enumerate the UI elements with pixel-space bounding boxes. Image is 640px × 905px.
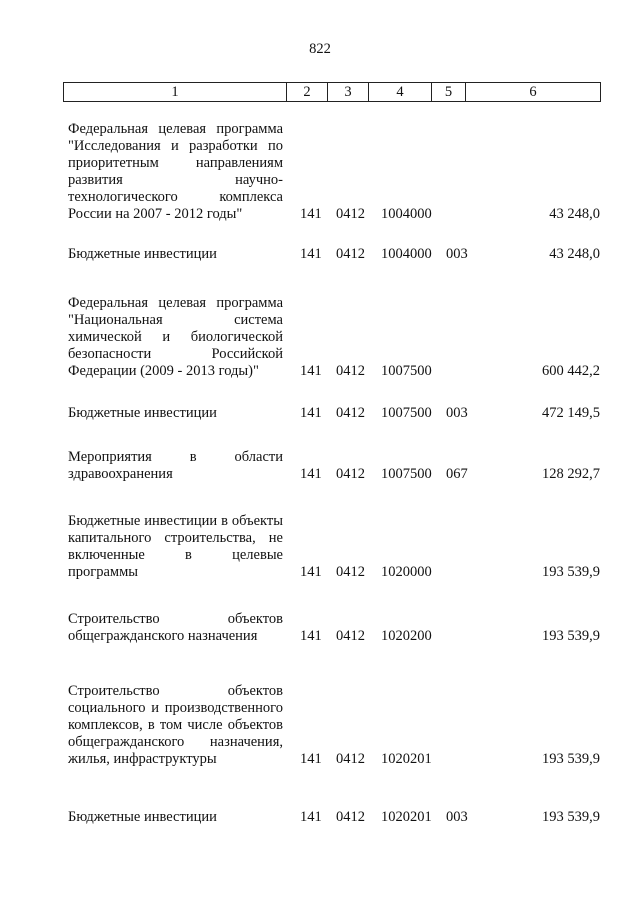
row-amount: 600 442,2	[542, 363, 600, 379]
row-article-code: 1020201	[381, 809, 432, 825]
header-col-1: 1	[64, 83, 287, 102]
table-row	[68, 513, 600, 581]
row-section-code: 0412	[336, 751, 365, 767]
row-ministry-code: 141	[300, 564, 322, 580]
row-article-code: 1020000	[381, 564, 432, 580]
row-expense-type: 003	[446, 405, 468, 421]
row-ministry-code: 141	[300, 363, 322, 379]
row-ministry-code: 141	[300, 405, 322, 421]
row-ministry-code: 141	[300, 809, 322, 825]
table-row	[68, 295, 600, 380]
row-amount: 472 149,5	[542, 405, 600, 421]
header-col-6: 6	[466, 83, 601, 102]
row-description: Федеральная целевая программа "Исследования и разработки по приоритетным направлениям развития научно-технологического комплекса России на 2007 - 2012 годы"	[68, 121, 283, 222]
row-ministry-code: 141	[300, 246, 322, 262]
row-ministry-code: 141	[300, 206, 322, 222]
row-section-code: 0412	[336, 564, 365, 580]
row-section-code: 0412	[336, 206, 365, 222]
row-section-code: 0412	[336, 246, 365, 262]
row-description: Бюджетные инвестиции	[68, 809, 217, 825]
row-description: Бюджетные инвестиции	[68, 246, 217, 262]
row-section-code: 0412	[336, 628, 365, 644]
header-col-2: 2	[287, 83, 328, 102]
row-article-code: 1007500	[381, 363, 432, 379]
row-expense-type: 067	[446, 466, 468, 482]
row-description: Строительство объектов социального и производственного комплексов, в том числе объектов общегражданского назначения, жилья, инфраструктуры	[68, 683, 283, 767]
row-description: Федеральная целевая программа "Национальная система химической и биологической безопасности Российской Федерации (2009 - 2013 годы)"	[68, 295, 283, 379]
header-col-3: 3	[328, 83, 369, 102]
table-row	[68, 449, 600, 483]
row-ministry-code: 141	[300, 628, 322, 644]
row-amount: 193 539,9	[542, 564, 600, 580]
header-col-4: 4	[369, 83, 432, 102]
table-row	[68, 611, 600, 645]
row-article-code: 1004000	[381, 206, 432, 222]
row-ministry-code: 141	[300, 466, 322, 482]
table-row	[68, 683, 600, 768]
row-amount: 128 292,7	[542, 466, 600, 482]
row-description: Бюджетные инвестиции	[68, 405, 217, 421]
page-number: 822	[309, 41, 331, 57]
row-amount: 193 539,9	[542, 628, 600, 644]
row-article-code: 1007500	[381, 466, 432, 482]
row-ministry-code: 141	[300, 751, 322, 767]
row-description: Строительство объектов общегражданского назначения	[68, 611, 283, 644]
row-section-code: 0412	[336, 466, 365, 482]
table-row	[68, 809, 600, 826]
row-expense-type: 003	[446, 246, 468, 262]
row-expense-type: 003	[446, 809, 468, 825]
table-row	[68, 121, 600, 223]
row-article-code: 1004000	[381, 246, 432, 262]
table-row	[68, 405, 600, 422]
table-row	[68, 246, 600, 263]
row-amount: 43 248,0	[549, 246, 600, 262]
row-description: Мероприятия в области здравоохранения	[68, 449, 283, 482]
row-description: Бюджетные инвестиции в объекты капитального строительства, не включенные в целевые программы	[68, 513, 283, 580]
row-article-code: 1020201	[381, 751, 432, 767]
header-col-5: 5	[432, 83, 466, 102]
row-section-code: 0412	[336, 809, 365, 825]
row-section-code: 0412	[336, 363, 365, 379]
row-amount: 43 248,0	[549, 206, 600, 222]
row-article-code: 1007500	[381, 405, 432, 421]
row-amount: 193 539,9	[542, 751, 600, 767]
row-section-code: 0412	[336, 405, 365, 421]
row-amount: 193 539,9	[542, 809, 600, 825]
column-header-table	[63, 82, 601, 102]
row-article-code: 1020200	[381, 628, 432, 644]
